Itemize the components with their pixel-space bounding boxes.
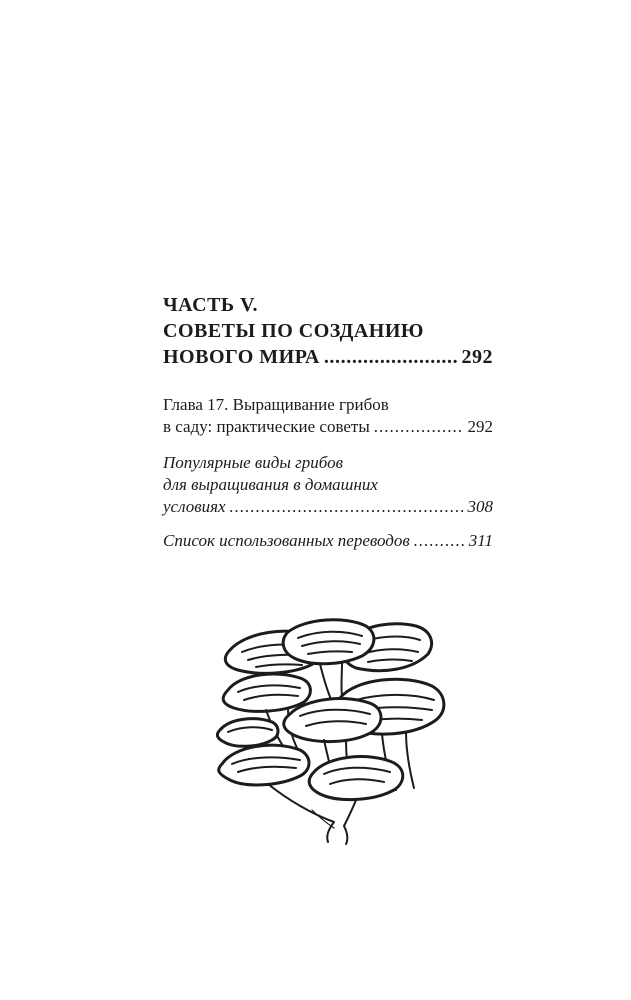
dot-leader [324, 344, 458, 370]
mushroom-cap-left-middle [223, 674, 310, 711]
toc-entry-chapter-17[interactable] [163, 394, 493, 438]
entry-title-line-with-page [163, 496, 493, 518]
chapter-title-end: в саду: практические советы [163, 417, 370, 436]
chapter-title-line: Глава 17. Выращивание грибов [163, 395, 389, 414]
part-page-number: 292 [461, 346, 493, 368]
part-number: ЧАСТЬ V. [163, 294, 258, 316]
entry-page-number: 308 [467, 497, 493, 516]
mushroom-cap-bottom-left [219, 745, 309, 785]
part-title-line: СОВЕТЫ ПО СОЗДАНИЮ [163, 320, 424, 342]
entry-title: Список использованных переводов [163, 531, 410, 550]
oyster-mushrooms-icon [216, 614, 450, 846]
mushroom-stem-texture [312, 810, 334, 828]
part-title-line-with-page [163, 344, 493, 370]
part-heading[interactable] [163, 292, 493, 370]
table-of-contents [163, 292, 493, 552]
chapter-title-line-with-page [163, 416, 493, 438]
mushroom-cap-small-left [217, 719, 278, 747]
toc-entry-translations-list[interactable] [163, 530, 493, 552]
mushroom-cap-bottom-right [309, 757, 403, 800]
mushroom-cap-upper-middle [283, 620, 374, 664]
entry-title-line: для выращивания в домашних [163, 475, 378, 494]
dot-leader [414, 530, 465, 552]
entry-title-line-with-page [163, 530, 493, 552]
part-title-end: НОВОГО МИРА [163, 346, 320, 368]
dot-leader [230, 496, 464, 518]
chapter-page-number: 292 [467, 417, 493, 436]
toc-entry-mushroom-species[interactable] [163, 452, 493, 518]
entry-title-line: Популярные виды грибов [163, 453, 344, 472]
dot-leader [374, 416, 464, 438]
entry-title-end: условиях [163, 497, 226, 516]
entry-page-number: 311 [468, 531, 493, 550]
